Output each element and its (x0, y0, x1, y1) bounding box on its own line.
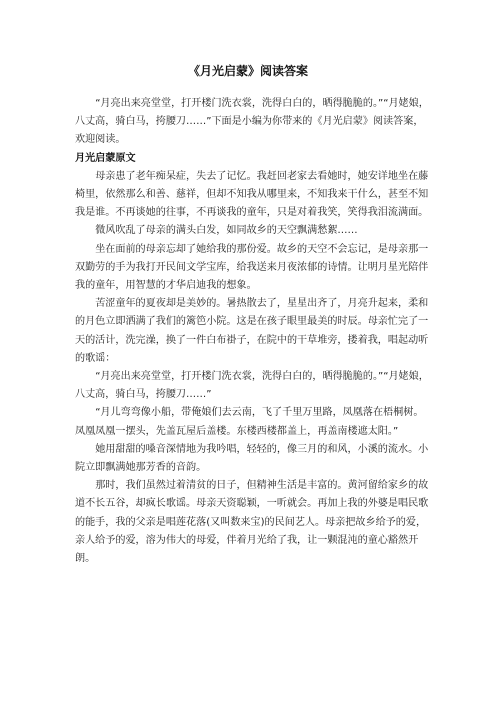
body-paragraph: 坐在面前的母亲忘却了她给我的那份爱。故乡的天空不会忘记，是母亲那一双勤劳的手为我打开民间文学宝库，给我送来月夜浓郁的诗情。让明月星光陪伴我的童年，用智慧的才华启迪我的想象。 (75, 243, 429, 292)
document-body (75, 95, 429, 568)
body-paragraph: 她用甜甜的嗓音深情地为我吟唱，轻轻的，像三月的和风，小溪的流水。小院立即飘满她那芳香的音韵。 (75, 443, 429, 474)
section-heading: 月光启蒙原文 (75, 152, 136, 164)
document-title: 《月光启蒙》阅读答案 (187, 64, 308, 78)
body-paragraph: 母亲患了老年痴呆症，失去了记忆。我赶回老家去看她时，她安详地坐在藤椅里，依然那么和善、慈祥，但却不知我从哪里来，不知我来干什么，甚至不知我是谁。不再谈她的往事，不再谈我的童年，只是对着我笑，笑得我泪流满面。 (75, 170, 429, 219)
body-paragraph: 那时，我们虽然过着清贫的日子，但精神生活是丰富的。黄河留给家乡的故道不长五谷，却疯长歌谣。母亲天资聪颖，一听就会。再加上我的外婆是唱民歌的能手，我的父亲是唱莲花落(又叫数来宝)的民间艺人。母亲把故乡给予的爱，亲人给予的爱，溶为伟大的母爱，伴着月光给了我，让一颗混沌的童心豁然开朗。 (75, 480, 429, 565)
body-paragraph: “月儿弯弯像小船，带俺娘们去云南，飞了千里万里路，凤凰落在梧桐树。凤凰凤凰一摆头，先盖瓦屋后盖楼。东楼西楼都盖上，再盖南楼遮太阳。” (75, 407, 424, 437)
intro-paragraph: “月亮出来亮堂堂，打开楼门洗衣裳，洗得白白的，晒得脆脆的。”“月姥娘，八丈高，骑白马，挎腰刀……”下面是小编为你带来的《月光启蒙》阅读答案，欢迎阅读。 (75, 98, 429, 146)
body-paragraph: 微风吹乱了母亲的满头白发，如同故乡的天空飘满愁絮…… (95, 225, 358, 237)
body-paragraph: “月亮出来亮堂堂，打开楼门洗衣裳，洗得白白的，晒得脆脆的。”“月姥娘，八丈高，骑白马，挎腰刀……” (75, 371, 429, 401)
body-paragraph: 苦涩童年的夏夜却是美妙的。暑热散去了，星星出齐了，月亮升起来，柔和的月色立即洒满了我们的篱笆小院。这是在孩子眼里最美的时辰。母亲忙完了一天的活计，洗完澡，换了一件白布褂子，在院中的干草堆旁，搂着我，唱起动听的歌谣： (75, 298, 429, 364)
